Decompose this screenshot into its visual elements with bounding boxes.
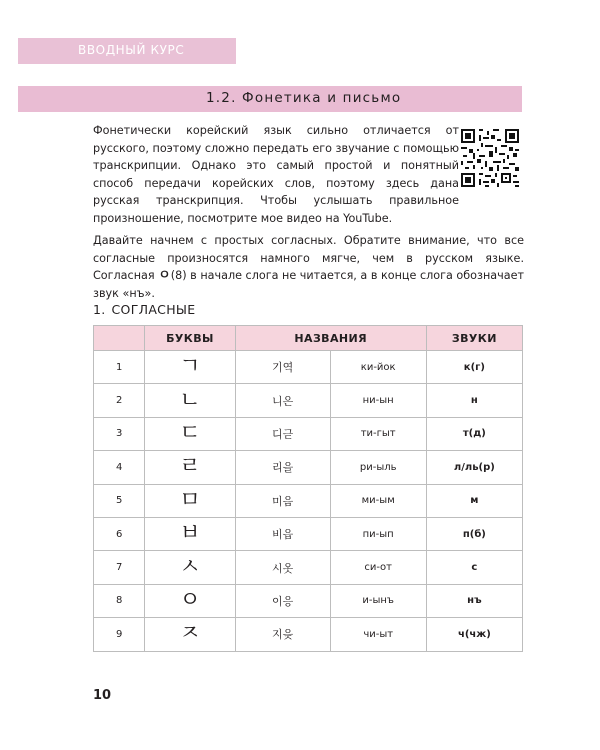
- russian-name: пи-ып: [330, 517, 426, 550]
- row-number: 6: [94, 517, 145, 550]
- hangul-letter: ㄹ: [145, 451, 235, 484]
- table-header-row: [94, 326, 523, 351]
- korean-name: 비읍: [235, 517, 330, 550]
- sound: м: [426, 484, 522, 517]
- korean-name: 미음: [235, 484, 330, 517]
- row-number: 1: [94, 351, 145, 384]
- row-number: 8: [94, 584, 145, 617]
- row-number: 5: [94, 484, 145, 517]
- ieung-number: (8): [170, 269, 187, 283]
- russian-name: ти-гыт: [330, 417, 426, 450]
- table-row: [94, 417, 523, 450]
- sound: к(г): [426, 351, 522, 384]
- russian-name: чи-ыт: [330, 618, 426, 651]
- header-letters: БУКВЫ: [145, 326, 235, 351]
- header-names: НАЗВАНИЯ: [235, 326, 426, 351]
- russian-name: и-ынъ: [330, 584, 426, 617]
- course-label: ВВОДНЫЙ КУРС: [78, 43, 185, 57]
- consonants-heading: [93, 302, 195, 317]
- table-row: [94, 484, 523, 517]
- sound: п(б): [426, 517, 522, 550]
- heading-title: СОГЛАСНЫЕ: [111, 302, 196, 317]
- korean-name: 시옷: [235, 551, 330, 584]
- header-blank: [94, 326, 145, 351]
- hangul-letter: ㅁ: [145, 484, 235, 517]
- row-number: 3: [94, 417, 145, 450]
- table-row: [94, 384, 523, 417]
- korean-name: 이응: [235, 584, 330, 617]
- intro-paragraph: Фонетически корейский язык сильно отличается от русского, поэтому сложно передать его звучание с помощью транскрипции. Однако это самый простой и понятный способ передачи корейских слов, поэтому здесь дана русская транскрипция. Чтобы услышать правильное произношение, посмотрите мое видео на YouTube.: [93, 124, 459, 225]
- russian-name: ми-ым: [330, 484, 426, 517]
- russian-name: ри-ыль: [330, 451, 426, 484]
- hangul-letter: ㅂ: [145, 517, 235, 550]
- korean-name: 디귿: [235, 417, 330, 450]
- table-row: [94, 551, 523, 584]
- row-number: 9: [94, 618, 145, 651]
- heading-number: 1.: [93, 302, 106, 317]
- table-row: [94, 618, 523, 651]
- sound: т(д): [426, 417, 522, 450]
- section-title: 1.2. Фонетика и письмо: [206, 90, 402, 106]
- table-row: [94, 451, 523, 484]
- section-banner: [18, 86, 522, 112]
- korean-name: 지읒: [235, 618, 330, 651]
- hangul-letter: ㅈ: [145, 618, 235, 651]
- table-row: [94, 584, 523, 617]
- table-row: [94, 517, 523, 550]
- russian-name: си-от: [330, 551, 426, 584]
- para2-text-after: в начале слога не читается, а в конце слога обозначает звук «нъ».: [93, 269, 525, 300]
- hangul-letter: ㅇ: [145, 584, 235, 617]
- qr-code[interactable]: [461, 129, 519, 187]
- consonants-note-paragraph: [93, 232, 524, 302]
- hangul-letter: ㄴ: [145, 384, 235, 417]
- page-number: 10: [93, 688, 112, 703]
- hangul-letter: ㄷ: [145, 417, 235, 450]
- russian-name: ки-йок: [330, 351, 426, 384]
- para2-text-before: Давайте начнем с простых согласных. Обратите внимание, что все согласные произносятся намного мягче, чем в русском языке. Согласная: [93, 234, 524, 283]
- russian-name: ни-ын: [330, 384, 426, 417]
- table-row: [94, 351, 523, 384]
- row-number: 2: [94, 384, 145, 417]
- row-number: 4: [94, 451, 145, 484]
- sound: н: [426, 384, 522, 417]
- korean-name: 기역: [235, 351, 330, 384]
- course-banner: [18, 38, 236, 64]
- ieung-letter: ㅇ: [158, 268, 171, 284]
- korean-name: 리을: [235, 451, 330, 484]
- sound: л/ль(р): [426, 451, 522, 484]
- sound: ч(чж): [426, 618, 522, 651]
- hangul-letter: ㄱ: [145, 351, 235, 384]
- header-sounds: ЗВУКИ: [426, 326, 522, 351]
- korean-name: 니은: [235, 384, 330, 417]
- row-number: 7: [94, 551, 145, 584]
- sound: нъ: [426, 584, 522, 617]
- sound: с: [426, 551, 522, 584]
- consonants-table: [93, 325, 523, 652]
- hangul-letter: ㅅ: [145, 551, 235, 584]
